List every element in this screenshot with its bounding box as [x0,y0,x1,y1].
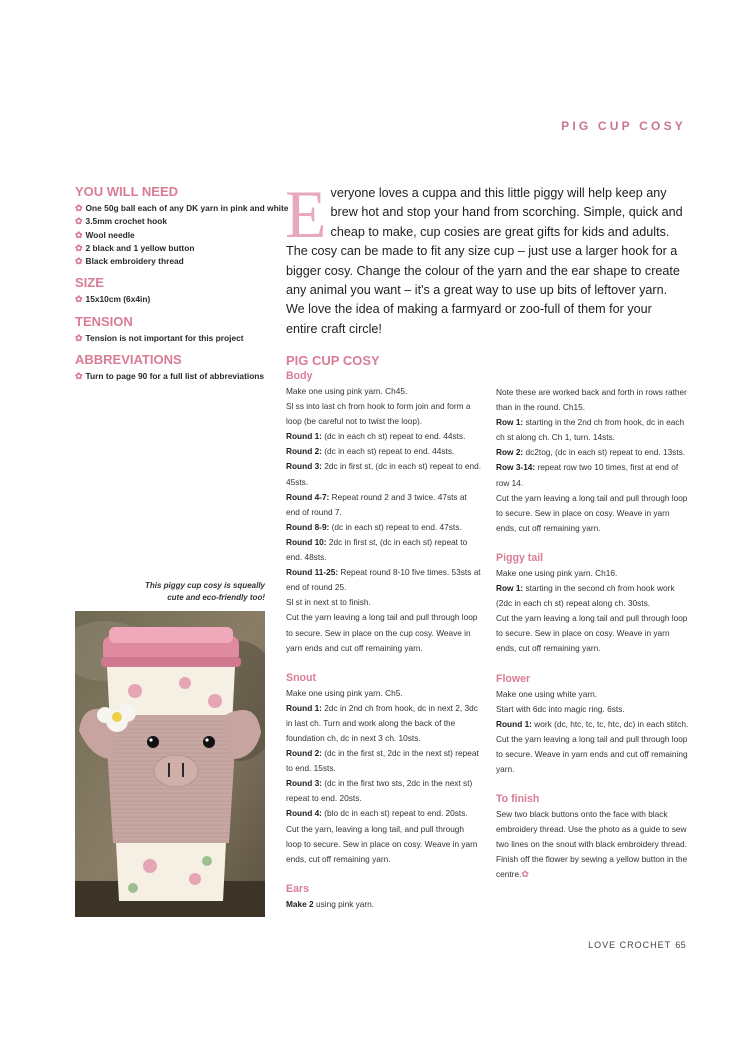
flower-line: Cut the yarn leaving a long tail and pull through loop to secure. Weave in yarn ends and cut off remaining yarn. [496,733,688,774]
round-line: Round 8-9: (dc in each st) repeat to end. 47sts. [286,521,462,532]
row-line: Row 1: starting in the 2nd ch from hook, dc in each ch st along ch. Ch 1, turn. 14sts. [496,417,685,443]
pig-cup-cosy-photo [75,611,265,917]
flower-line: Start with 6dc into magic ring. 6sts. [496,703,625,714]
size-list [75,293,270,306]
ears-heading: Ears [286,882,309,895]
flower-bullet-icon: ✿ [75,229,83,240]
end-mark-icon: ✿ [521,869,529,880]
magazine-name: LOVE CROCHET [588,940,672,950]
materials-list [75,202,289,268]
round-line: Round 2: (dc in the first st, 2dc in the next st) repeat to end. 15sts. [286,748,479,774]
body-line: Cut the yarn leaving a long tail and pull through loop to secure. Sew in place on the cup cosy. Weave in yarn ends and cut off remaining yarn. [286,612,478,653]
row-line: Row 2: dc2tog, (dc in each st) repeat to end. 13sts. [496,447,686,458]
round-line: Round 1: (dc in each ch st) repeat to end. 44sts. [286,431,466,442]
round-line: Round 4-7: Repeat round 2 and 3 twice. 47sts at end of round 7. [286,491,467,517]
abbreviations-list [75,370,270,383]
drop-cap: E [285,176,327,252]
ears-line: Note these are worked back and forth in rows rather than in the round. Ch15. [496,387,687,413]
body-line: Sl st in next st to finish. [286,597,371,608]
flower-bullet-icon: ✿ [75,242,83,253]
snout-heading: Snout [286,671,317,684]
finish-line: Sew two black buttons onto the face with black embroidery thread. Use the photo as a guide to sew two lines on the snout with black embroidery thread. Finish off the flower by sewing a yellow button in the centre.✿ [496,809,688,880]
pattern-title: PIG CUP COSY [286,353,380,368]
round-line: Round 1: work (dc, htc, tc, tc, htc, dc) in each stitch. [496,718,689,729]
list-item: ✿ Turn to page 90 for a full list of abbreviations [75,371,265,382]
flower-bullet-icon: ✿ [75,203,83,213]
round-line: Round 3: 2dc in first st, (dc in each st) repeat to end. 45sts. [286,461,482,487]
list-item: ✿ 3.5mm crochet hook [75,216,167,227]
round-line: Round 3: (dc in the first two sts, 2dc in the next st) repeat to end. 20sts. [286,778,473,804]
tail-line: Make one using pink yarn. Ch16. [496,567,618,578]
body-heading: Body [286,370,313,382]
flower-bullet-icon: ✿ [75,371,83,382]
list-item: ✿ 15x10cm (6x4in) [75,294,151,305]
finish-heading: To finish [496,793,540,806]
snout-line: Cut the yarn, leaving a long tail, and pull through loop to secure. Sew in place on cosy. Weave in yarn ends, cut off remaining yarn. [286,823,478,864]
page-number: 65 [675,940,686,950]
tension-heading: TENSION [75,313,133,329]
tail-line: Cut the yarn leaving a long tail and pull through loop to secure. Sew in place on cosy. Weave in yarn ends, cut off remaining yarn. [496,613,688,654]
pattern-column-2 [496,385,692,883]
flower-line: Make one using white yarn. [496,688,598,699]
page-folio [588,940,686,950]
round-line: Round 11-25: Repeat round 8-10 five times. 53sts at end of round 25. [286,567,481,593]
body-line: Sl ss into last ch from hook to form join and form a loop (be careful not to twist the loop). [286,401,471,427]
ears-line: Make 2 using pink yarn. [286,898,375,909]
size-heading: SIZE [75,275,104,291]
running-head: PIG CUP COSY [561,119,686,133]
pattern-column-1 [286,369,482,912]
list-item: ✿ 2 black and 1 yellow button [75,242,195,253]
abbreviations-heading: ABBREVIATIONS [75,352,182,368]
flower-bullet-icon: ✿ [75,256,83,267]
flower-bullet-icon: ✿ [75,332,83,343]
list-item: ✿ One 50g ball each of any DK yarn in pink and white [75,203,289,213]
round-line: Round 10: 2dc in first st, (dc in each st) repeat to end. 48sts. [286,536,468,563]
round-line: Round 4: (blo dc in each st) repeat to end. 20sts. [286,808,468,819]
round-line: Round 2: (dc in each st) repeat to end. 44sts. [286,446,455,457]
flower-bullet-icon: ✿ [75,294,83,305]
ears-line: Cut the yarn leaving a long tail and pull through loop to secure. Sew in place on cosy. Weave in yarn ends, cut off remaining yarn. [496,492,688,533]
list-item: ✿ Tension is not important for this project [75,332,244,343]
you-will-need-heading: YOU WILL NEED [75,184,179,199]
flower-bullet-icon: ✿ [75,216,83,227]
list-item: ✿ Wool needle [75,229,135,240]
row-line: Row 1: starting in the second ch from hook work (2dc in each ch st) repeat along ch. 30sts. [496,583,675,609]
flower-heading: Flower [496,672,531,685]
row-line: Row 3-14: repeat row two 10 times, first at end of row 14. [496,462,679,488]
materials-sidebar [75,184,289,383]
intro-paragraph [285,176,686,339]
photo-caption: This piggy cup cosy is squeally cute and eco-friendly too! [144,581,265,602]
list-item: ✿ Black embroidery thread [75,256,184,267]
tension-list [75,332,270,345]
snout-line: Make one using pink yarn. Ch5. [286,687,403,698]
body-line: Make one using pink yarn. Ch45. [286,386,408,396]
round-line: Round 1: 2dc in 2nd ch from hook, dc in next 2, 3dc in last ch. Turn and work along the back of the foundation ch, dc in next 3 ch. 10sts. [286,702,478,743]
intro-text: veryone loves a cuppa and this little piggy will help keep any brew hot and stop your hand from scorching. Simple, quick and cheap to make, cup cosies are great gifts for kids and adults. The cosy can be made to fit any size cup – just use a larger hook for a bigger cosy. Change the colour of the yarn and the ear shape to create any animal you want – it's a great way to use up bits of leftover yarn. We love the idea of making a farmyard or zoo-full of them for your entire craft circle! [286,186,683,336]
pig-cup-photo-illustration [75,611,265,917]
tail-heading: Piggy tail [496,551,544,564]
